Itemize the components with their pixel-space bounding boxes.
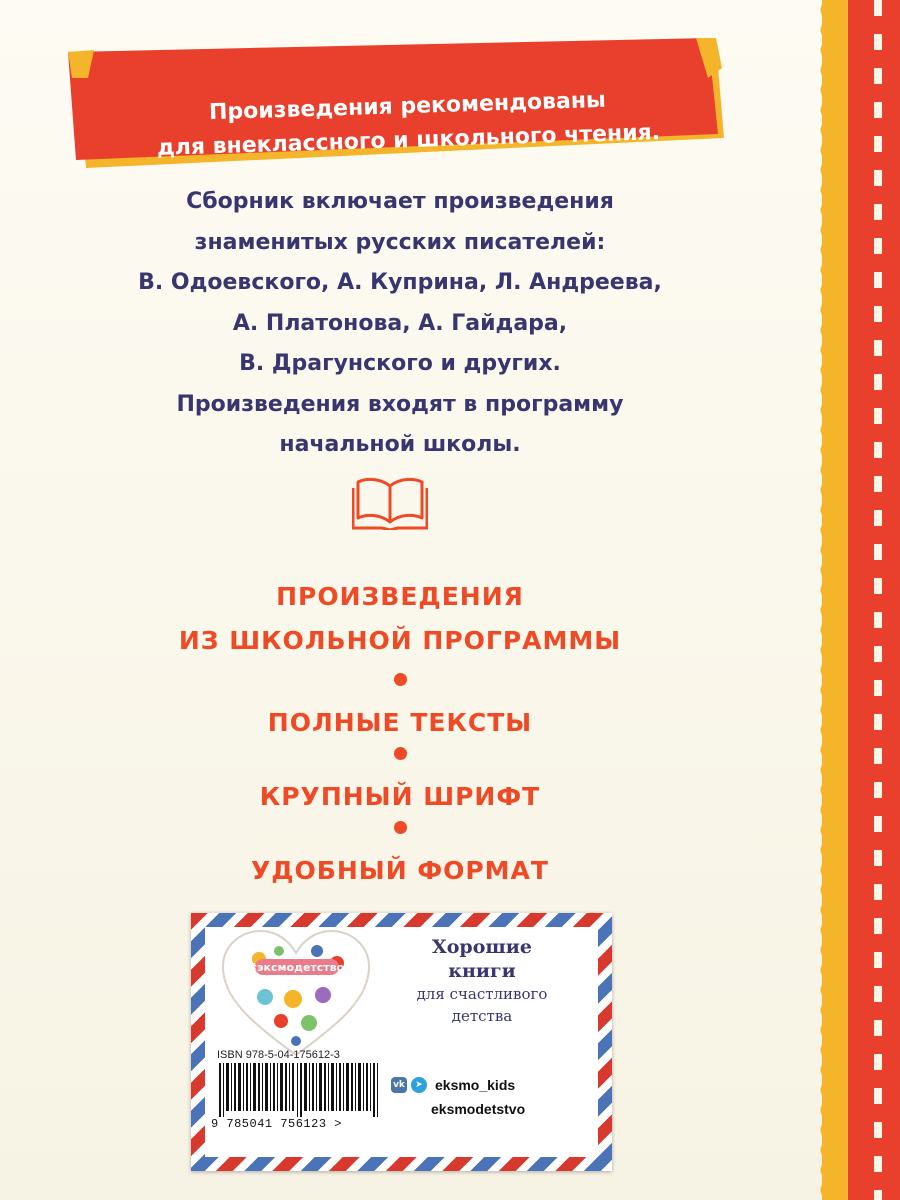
bullet-dot [394, 821, 407, 834]
banner-line-1: Произведения рекомендованы [208, 87, 607, 126]
social-handle-detstvo: eksmodetstvo [431, 1101, 526, 1117]
feature-school-program-line-2: ИЗ ШКОЛЬНОЙ ПРОГРАММЫ [178, 626, 622, 655]
feature-large-font: КРУПНЫЙ ШРИФТ [259, 782, 541, 811]
slogan-line-2: книги [448, 960, 516, 982]
bullet-dot [394, 747, 407, 760]
social-handle-kids: eksmo_kids [435, 1077, 516, 1093]
feature-school-program-line-1: ПРОИЗВЕДЕНИЯ [276, 582, 524, 611]
feature-full-texts: ПОЛНЫЕ ТЕКСТЫ [267, 708, 533, 737]
features-list [80, 575, 720, 885]
intro-line: знаменитых русских писателей: [194, 229, 606, 255]
heart-hashtag: #эксмодетство [247, 961, 345, 974]
side-strip-scallop [814, 0, 830, 1200]
feature-convenient-format: УДОБНЫЙ ФОРМАТ [251, 856, 549, 885]
side-decoration-strip [822, 0, 900, 1200]
slogan-line-4: детства [451, 1007, 513, 1025]
vk-icon: vk [391, 1077, 407, 1093]
banner-line-2: для внеклассного и школьного чтения. [156, 120, 661, 161]
social-links [391, 1073, 601, 1121]
intro-line: А. Платонова, А. Гайдара, [232, 310, 568, 336]
intro-line: В. Одоевского, А. Куприна, Л. Андреева, [138, 270, 662, 295]
slogan-line-3: для счастливого [416, 985, 548, 1003]
intro-line: Произведения входят в программу [176, 391, 624, 417]
bullet-dot [394, 673, 407, 686]
heart-logo [219, 929, 373, 1059]
recommendation-banner [68, 38, 724, 168]
barcode-digits: 9 785041 756123 > [211, 1117, 342, 1131]
slogan-line-1: Хорошие [432, 936, 532, 958]
barcode [217, 1063, 385, 1117]
telegram-icon: ➤ [411, 1077, 427, 1093]
intro-line: В. Драгунского и других. [239, 351, 561, 376]
open-book-icon [352, 474, 428, 530]
side-strip-dashes [874, 0, 882, 1200]
intro-paragraph [70, 182, 730, 466]
publisher-slogan [377, 935, 587, 1027]
publisher-envelope-card [191, 913, 612, 1171]
intro-line: начальной школы. [279, 432, 521, 457]
social-row-2 [391, 1097, 601, 1121]
isbn-number: ISBN 978-5-04-175612-3 [217, 1049, 340, 1061]
social-row-1 [391, 1073, 601, 1097]
intro-line: Сборник включает произведения [186, 189, 614, 214]
